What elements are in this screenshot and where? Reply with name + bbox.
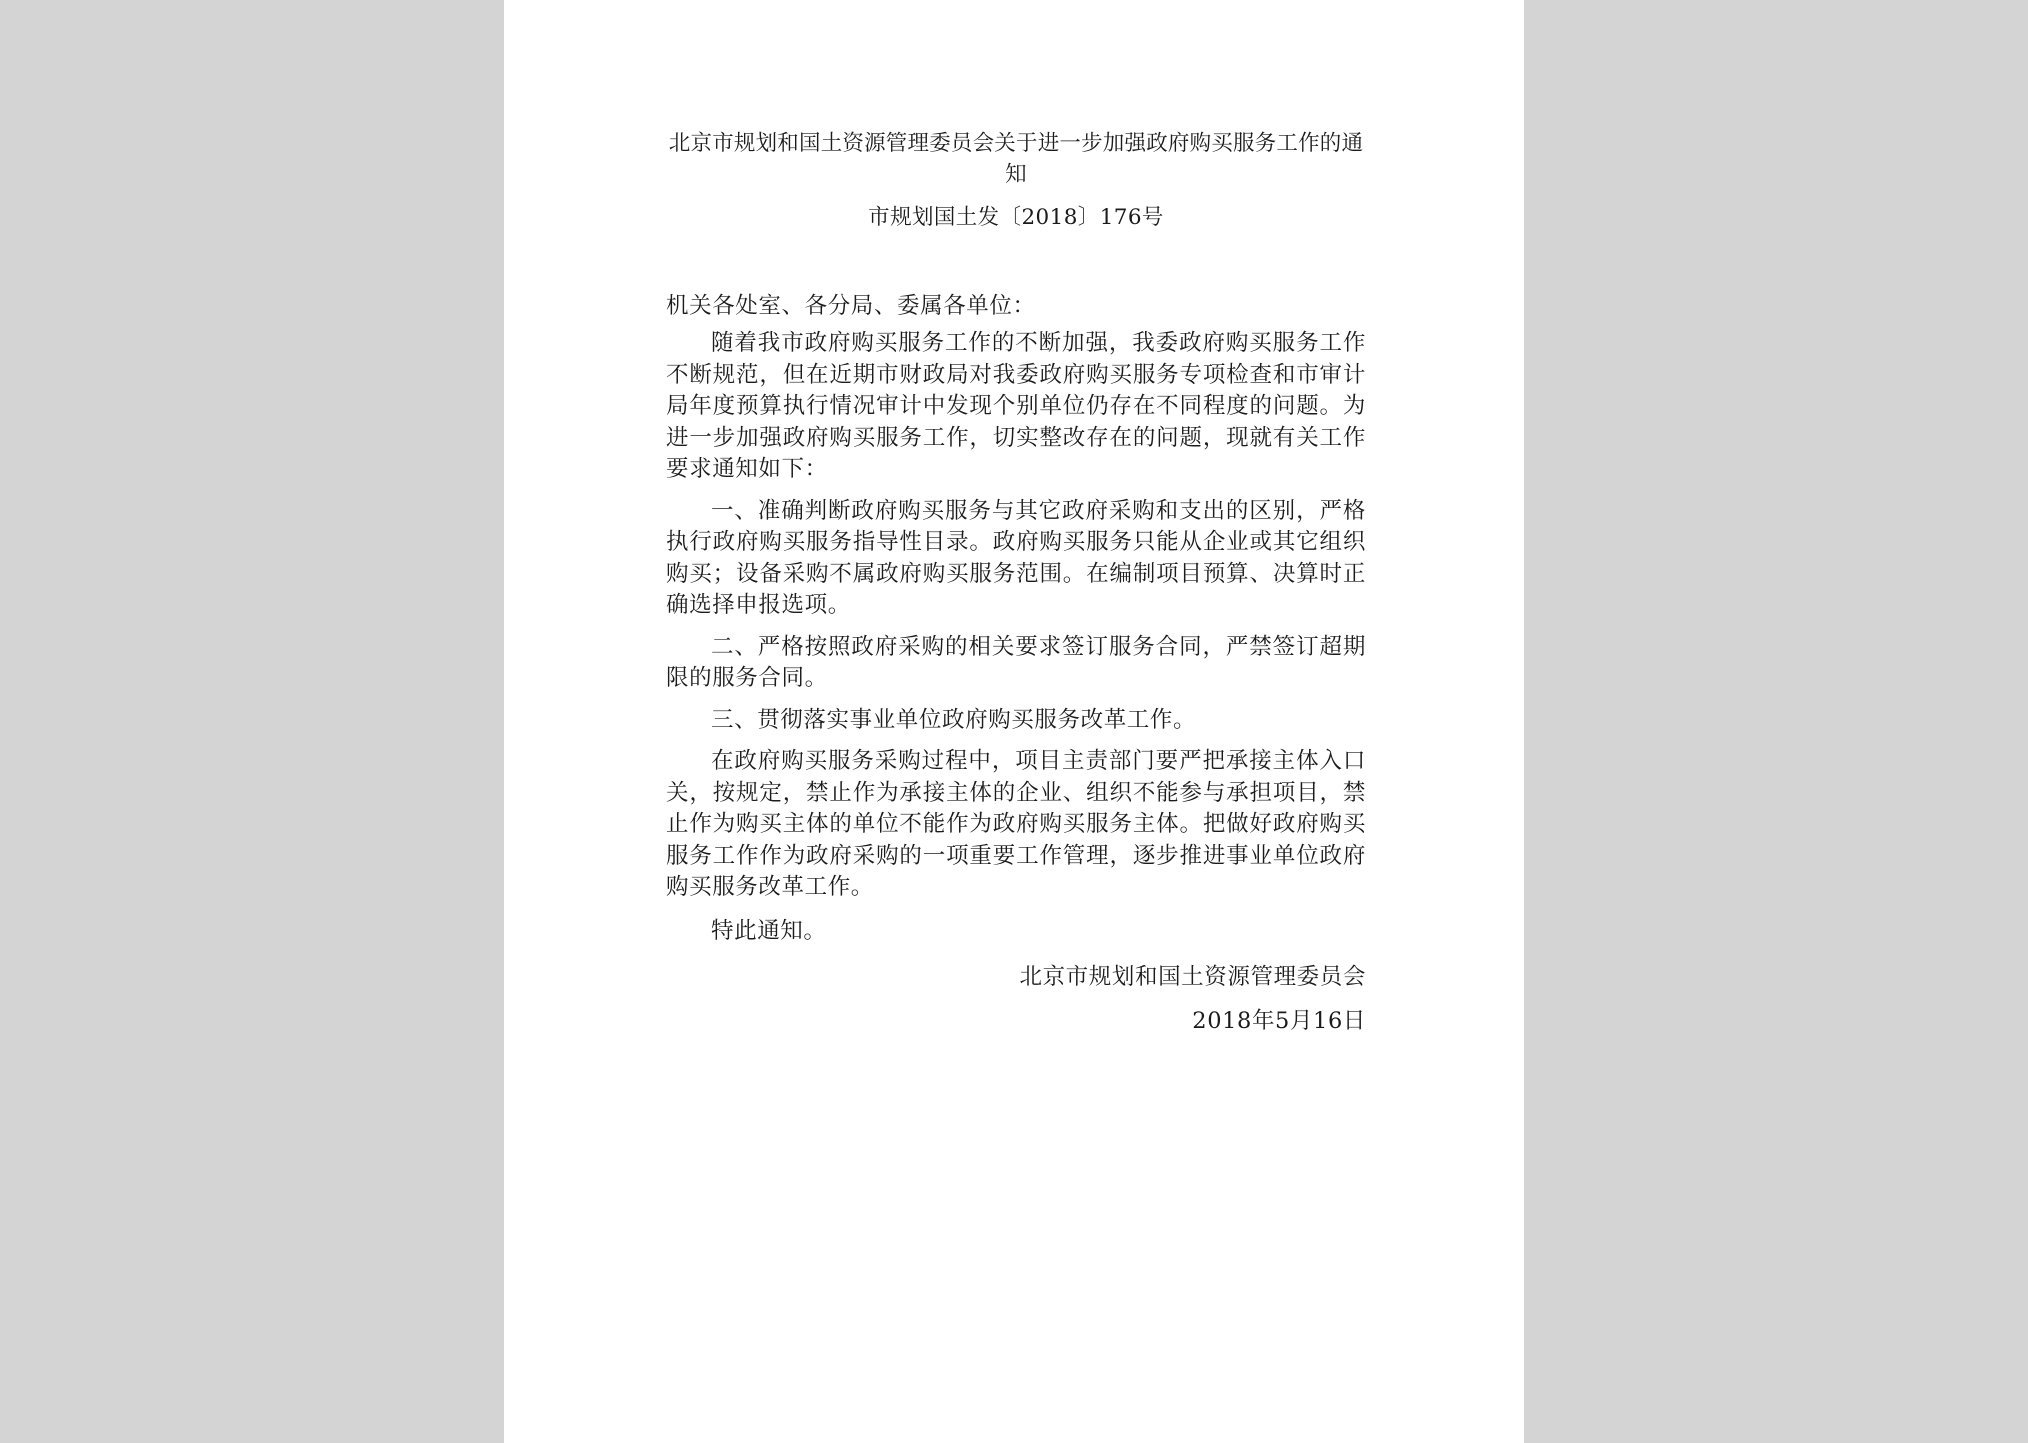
issue-date: 2018年5月16日 bbox=[1192, 1008, 1366, 1034]
document-title: 北京市规划和国土资源管理委员会关于进一步加强政府购买服务工作的通知 bbox=[668, 131, 1364, 187]
paragraph-detail: 在政府购买服务采购过程中，项目主责部门要严把承接主体入口关，按规定，禁止作为承接主体的企业、组织不能参与承担项目，禁止作为购买主体的单位不能作为政府购买服务主体。把做好政府购买服务工作作为政府采购的一项重要工作管理，逐步推进事业单位政府购买服务改革工作。 bbox=[666, 748, 1366, 900]
document-number: 市规划国土发〔2018〕176号 bbox=[868, 205, 1164, 230]
paragraph-item-1: 一、准确判断政府购买服务与其它政府采购和支出的区别，严格执行政府购买服务指导性目录。政府购买服务只能从企业或其它组织购买；设备采购不属政府购买服务范围。在编制项目预算、决算时正确选择申报选项。 bbox=[666, 497, 1366, 618]
addressee: 机关各处室、各分局、委属各单位： bbox=[666, 293, 1036, 319]
paragraph-item-3: 三、贯彻落实事业单位政府购买服务改革工作。 bbox=[711, 706, 1197, 733]
paragraph-intro: 随着我市政府购买服务工作的不断加强，我委政府购买服务工作不断规范，但在近期市财政局对我委政府购买服务专项检查和市审计局年度预算执行情况审计中发现个别单位仍存在不同程度的问题。为进一步加强政府购买服务工作，切实整改存在的问题，现就有关工作要求通知如下： bbox=[666, 330, 1366, 482]
document-body bbox=[666, 128, 1366, 1037]
issuer-signature: 北京市规划和国土资源管理委员会 bbox=[1019, 964, 1366, 990]
paragraph-item-2: 二、严格按照政府采购的相关要求签订服务合同，严禁签订超期限的服务合同。 bbox=[666, 633, 1366, 691]
document-page bbox=[504, 0, 1524, 1443]
paragraph-closing: 特此通知。 bbox=[711, 917, 827, 944]
